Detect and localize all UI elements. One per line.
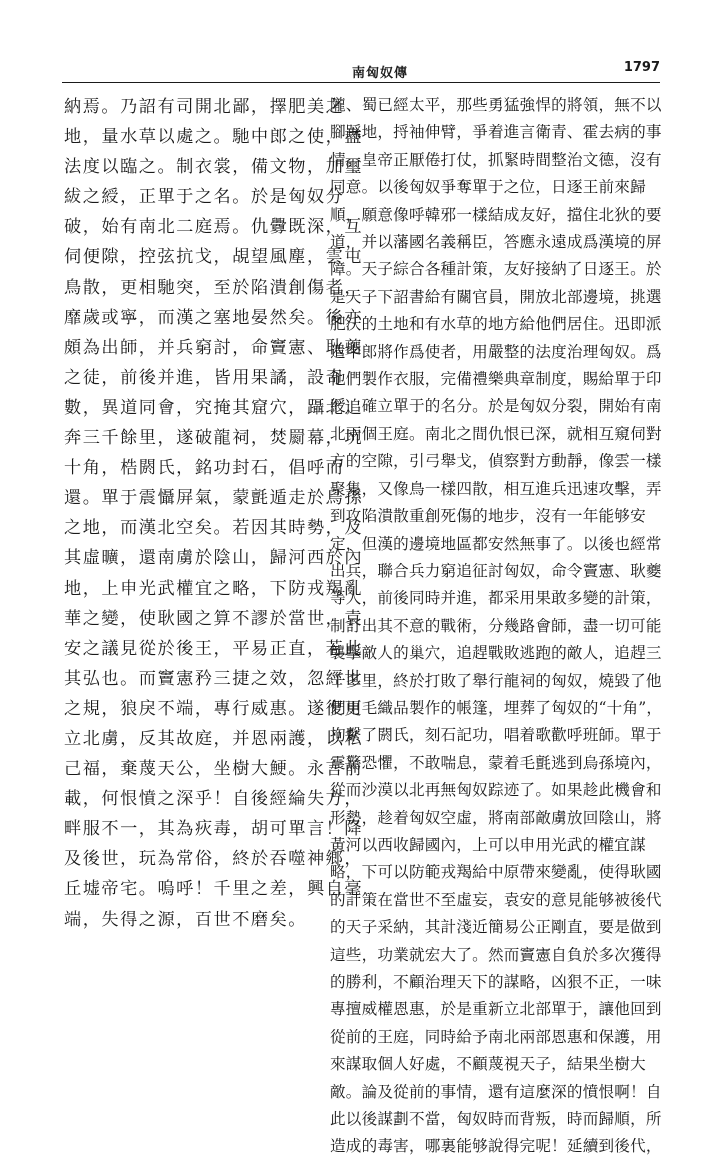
translation-text-line: 此以後謀劃不當，匈奴時而背叛，時而歸順，所	[330, 1110, 662, 1129]
translation-text-line: 從前的王庭，同時給予南北兩部恩惠和保護，用	[330, 1027, 662, 1046]
translation-text-line: 綬，確立單于的名分。於是匈奴分裂，開始有南	[330, 397, 662, 416]
classical-text-line: 載，何恨憤之深乎！自後經綸失方，	[64, 789, 364, 810]
translation-text-line: 順，願意像呼韓邪一樣結成友好，擋住北狄的要	[330, 205, 662, 224]
classical-text-line: 己福，棄蔑天公，坐樹大鯁。永言前	[64, 759, 364, 780]
classical-text-line: 伺便隙，控弦抗戈，覘望風塵，雲屯	[64, 247, 364, 268]
classical-text-line: 法度以臨之。制衣裳，備文物，加璽	[64, 157, 364, 178]
translation-text-line: 們用毛織品製作的帳篷，埋葬了匈奴的“十角”，	[330, 698, 663, 717]
translation-text-line: 隴、蜀已經太平，那些勇猛強悍的將領，無不以	[330, 96, 662, 114]
classical-text-line: 端，失得之源，百世不磨矣。	[64, 909, 307, 930]
translation-text-line: 方的空隙，引弓舉戈，偵察對方動靜，像雲一樣	[330, 452, 662, 471]
classical-text-line: 納焉。乃詔有司開北鄙，擇肥美之	[64, 97, 345, 117]
translation-text-line: 等人，前後同時并進，都采用果敢多變的計策，	[330, 589, 662, 608]
page-number: 1797	[623, 60, 660, 75]
classical-text-line: 地，量水草以處之。馳中郎之使，盡	[64, 127, 364, 148]
translation-text-line: 道，并以藩國名義稱臣，答應永遠成爲漢境的屏	[330, 233, 662, 252]
classical-text-line: 數，異道同會，究掩其窟穴，躡北追	[64, 397, 364, 418]
classical-text-line: 丘墟帝宅。嗚呼！千里之差，興自毫	[64, 879, 364, 900]
classical-text-line: 其虛曠，還南虜於陰山，歸河西於內	[64, 548, 364, 569]
running-title: 南匈奴傳	[352, 66, 409, 81]
translation-text-line: 來謀取個人好處，不顧蔑視天子，結果坐樹大	[330, 1055, 646, 1074]
classical-text-line: 十角，梏閼氏，銘功封石，倡呼而	[64, 458, 345, 479]
classical-text-line: 之徒，前後并進，皆用果譎，設奇	[64, 367, 345, 388]
classical-text-line: 安之議見從於後王，平易正直，若此	[64, 638, 364, 659]
translation-text-line: 肥沃的土地和有水草的地方給他們居住。迅即派	[330, 315, 662, 334]
translation-text-paragraph	[330, 92, 663, 1161]
translation-text-line: 北兩個王庭。南北之間仇恨已深，就相互窺伺對	[330, 424, 662, 443]
translation-text-line: 的天子采納，其計淺近簡易公正剛直，要是做到	[330, 918, 662, 937]
translation-text-line: 從而沙漠以北再無匈奴踪迹了。如果趁此機會和	[330, 781, 662, 800]
translation-text-line: 聚集，又像鳥一樣四散，相互進兵迅速攻擊，弄	[330, 479, 662, 498]
classical-text-line: 之地，而漢北空矣。若因其時勢，及	[64, 518, 364, 539]
classical-text-line: 華之變，使耿國之算不謬於當世，袁	[64, 608, 364, 629]
translation-text-line: 他們製作衣服，完備禮樂典章制度，賜給單于印	[330, 370, 662, 389]
translation-text-line: 專擅威權恩惠，於是重新立北部單于，讓他回到	[330, 1000, 662, 1019]
translation-text-line: 情。皇帝正厭倦打仗，抓緊時間整治文德，沒有	[330, 150, 662, 169]
classical-text-line: 及後世，玩為常俗，終於吞噬神鄉，	[64, 849, 364, 870]
classical-text-line: 奔三千餘里，遂破龍祠，焚罽幕，坑	[64, 428, 364, 449]
translation-text-line: 遣中郎將作爲使者，用嚴整的法度治理匈奴。爲	[330, 342, 662, 361]
translation-text-line: 造成的毒害，哪裏能够說得完呢！延續到後代，	[330, 1137, 662, 1156]
translation-text-column	[330, 92, 663, 1161]
translation-text-line: 出兵，聯合兵力窮追征討匈奴，命令竇憲、耿夔	[330, 561, 662, 580]
translation-text-line: 這些，功業就宏大了。然而竇憲自負於多次獲得	[330, 945, 662, 964]
translation-text-line: 拘繫了閼氏，刻石記功，唱着歌歡呼班師。單于	[330, 726, 662, 745]
classical-text-line: 其弘也。而竇憲矜三捷之效，忽經世	[64, 668, 364, 689]
translation-text-line: 的勝利，不顧治理天下的謀略，凶狠不正，一味	[330, 973, 662, 991]
translation-text-line: 制訂出其不意的戰術，分幾路會師，盡一切可能	[330, 616, 662, 635]
running-header	[62, 56, 660, 83]
translation-text-line: 的計策在當世不至虛妄，袁安的意見能够被後代	[330, 890, 662, 909]
classical-text-line: 靡歲或寧，而漢之塞地晏然矣。後亦	[64, 307, 364, 328]
translation-text-line: 黃河以西收歸國內，上可以申用光武的權宜謀	[330, 835, 646, 854]
translation-text-line: 形勢，趁着匈奴空虛，將南部敵虜放回陰山，將	[330, 808, 662, 827]
classical-text-line: 地，上申光武權宜之略，下防戎羯亂	[64, 578, 364, 599]
classical-text-line: 紱之綬，正單于之名。於是匈奴分	[64, 187, 345, 208]
classical-text-line: 畔服不一，其為疢毒，胡可單言！降	[64, 819, 364, 840]
translation-text-line: 是天子下詔書給有關官員，開放北部邊境，挑選	[330, 287, 662, 306]
classical-text-line: 之規，狼戾不端，專行威惠。遂復更	[64, 698, 364, 719]
translation-text-line: 略，下可以防範戎羯給中原帶來變亂，使得耿國	[330, 863, 662, 882]
classical-chinese-text-column	[64, 92, 364, 935]
translation-text-line: 震驚恐懼，不敢喘息，蒙着毛氈逃到烏孫境內，	[330, 753, 662, 772]
classical-text-line: 立北虜，反其故庭，并恩兩護，以私	[64, 728, 364, 749]
translation-text-line: 腳踩地，捋袖伸臂，爭着進言衛青、霍去病的事	[330, 123, 662, 142]
classical-text-line: 鳥散，更相馳突，至於陷潰創傷者，	[64, 277, 364, 298]
classical-text-line: 頗為出師，并兵窮討，命竇憲、耿夔	[64, 337, 364, 358]
classical-text-line: 破，始有南北二庭焉。仇釁既深，互	[64, 217, 364, 238]
classical-text-paragraph	[64, 92, 364, 935]
translation-text-line: 千多里，終於打敗了舉行龍祠的匈奴，燒毀了他	[330, 671, 662, 690]
translation-text-line: 襲擊敵人的巢穴，追趕戰敗逃跑的敵人，追趕三	[330, 644, 662, 663]
translation-text-line: 障。天子綜合各種計策，友好接納了日逐王。於	[330, 260, 662, 279]
translation-text-line: 敵。論及從前的事情，還有這麼深的憤恨啊！自	[330, 1082, 662, 1101]
translation-text-line: 定，但漢的邊境地區都安然無事了。以後也經常	[330, 534, 662, 553]
translation-text-line: 同意。以後匈奴爭奪單于之位，日逐王前來歸	[330, 178, 646, 197]
classical-text-line: 還。單于震懾屏氣，蒙氈遁走於烏孫	[64, 488, 364, 509]
translation-text-line: 到攻陷潰散重創死傷的地步，沒有一年能够安	[330, 507, 646, 526]
